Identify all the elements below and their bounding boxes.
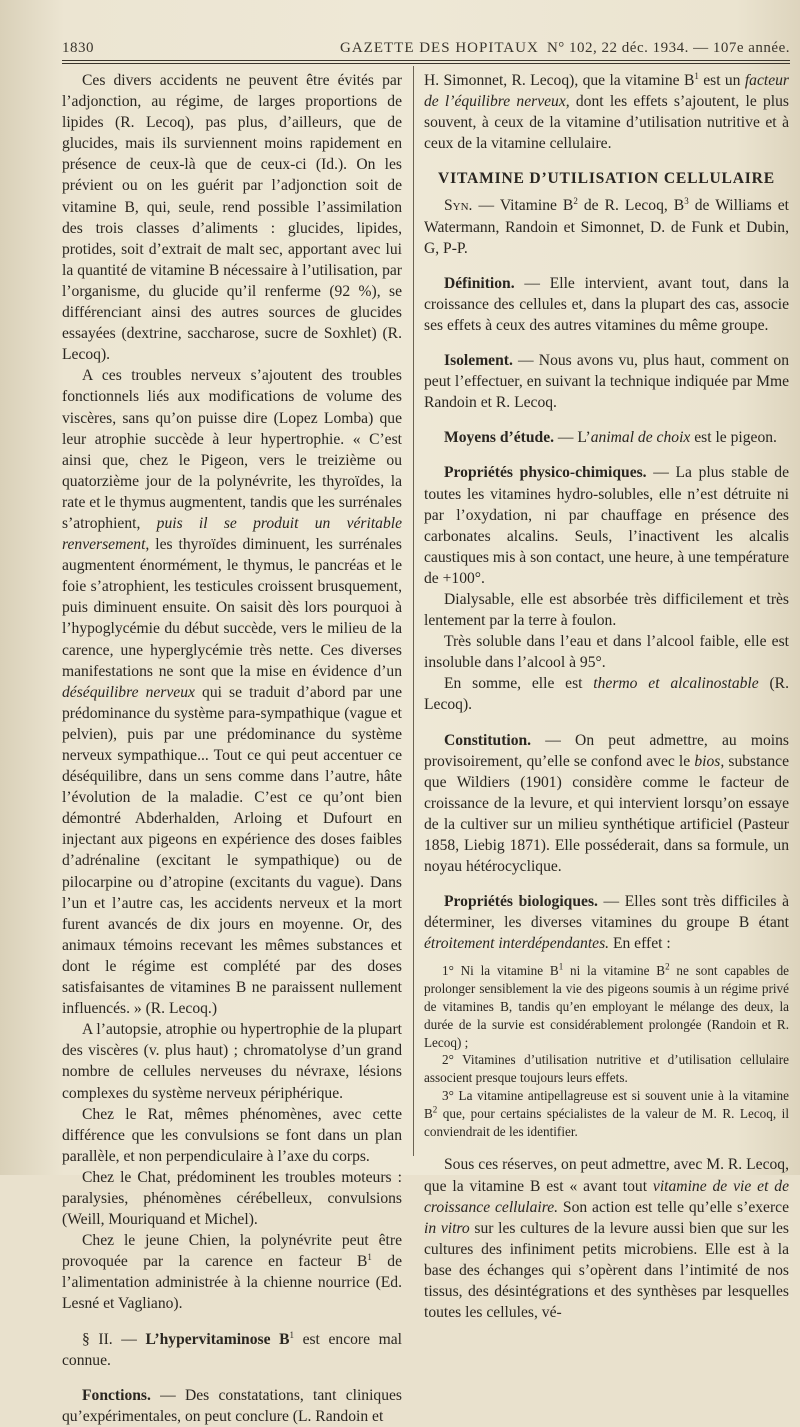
list-item: 2° Vitamines d’utilisation nutritive et d’utilisation cellulaire associent presque toujours leurs effets. [424, 1052, 789, 1086]
paragraph-proprietes-physico: Propriétés physico-chimiques. — La plus stable de toutes les vitamines hydro-solubles, elle n’est détruite ni par l’oxydation, ni par chauffage en présence des carbonates alcalins. Seuls, l’inactivent les alcalis caustiques mis à son contact, une heure, à une température de +100°. [424, 464, 790, 587]
paragraph: Sous ces réserves, on peut admettre, avec M. R. Lecoq, que la vitamine B est « avant tout vitamine de vie et de croissance cellulaire. Son action est telle qu’elle s’exerce in vitro sur les cultures de la levure aussi bien que sur les cultures des infiniment petits microbiens. Elle est à la base des échanges qui s’opèrent dans l’intimité de nos tissus, des désintégrations et des synthèses par lesquelles toutes les cellules, vé- [424, 1156, 789, 1322]
paragraph-fonctions: Fonctions. — Des constatations, tant cliniques qu’expérimentales, on peut conclure (L. Randoin et [62, 1386, 402, 1425]
paragraph-constitution: Constitution. — On peut admettre, au moins provisoirement, qu’elle se confond avec le bios, substance que Wildiers (1901) considère comme le facteur de croissance de la levure, et qui intervient lorsqu’on essaye de la cultiver sur un milieu synthétique artificiel (Pasteur 1858, Liebig 1871). Elle posséderait, dans sa formule, un noyau hétérocyclique. [424, 731, 789, 876]
paragraph: Ces divers accidents ne peuvent être évités par l’adjonction, au régime, de larges proportions de lipides (R. Lecoq), pas plus, d’ailleurs, que de glucides, mais ils surviennent moins rapidement en présence de ceux-là que de ceux-ci (Id.). On les prévient ou on les guérit par l’adjonction soit de vitamine B, qui, seule, rend possible l’assimilation des trois classes d’aliments : glucides, lipides, protides, soit d’extrait de malt sec, apportant avec lui la quantité de vitamine B nécessaire à l’utilisation, par l’organisme, du glucide qu’il renferme (92 %), se différenciant ainsi des autres sources de glucides essayées (dextrine, saccharose, sucre de Soxhlet) (R. Lecoq). [62, 72, 402, 364]
paragraph: A ces troubles nerveux s’ajoutent des troubles fonctionnels liés aux modifications de volume des viscères, sans qu’on puisse dire (Lopez Lomba) que leur atrophie succède à leur hypertrophie. « C’est ainsi que, chez le Pigeon, vers le treizième ou quatorzième jour de la polynévrite, les thyroïdes, la rate et le thymus augmentent, tandis que les surrénales s’atrophient, puis il se produit un véritable renversement, les thyroïdes diminuent, les surrénales augmentent énormément, le thymus, le pancréas et le foie s’atrophient, les testicules croissent brusquement, puis diminuent ensuite. On saisit dès lors pourquoi à l’hypoglycémie du début succède, vers le milieu de la carence, une hyperglycémie très nette. Ces diverses manifestations ne sont que la mise en évidence d’un déséquilibre nerveux qui se traduit d’abord par une prédominance du système para-sympathique (vague et pelvien), puis par une prédominance du système nerveux sympathique... Tout ce qui peut accentuer ce déséquilibre, dans un sens comme dans l’autre, hâte l’évolution de la maladie. C’est ce qu’ont bien démontré Abderhalden, Arloing et Dufourt en injectant aux pigeons en expérience des doses faibles d’adrénaline (excitant le sympathique) ou de pilocarpine ou d’atropine (excitants du vague). Dans l’un et l’autre cas, les accidents nerveux et la mort furent avancés de dix jours en moyenne. Or, des animaux témoins recevant les mêmes substances et dont le régime est complété par des doses satisfaisantes de vitamines B ne paraissent nullement influencés. » (R. Lecoq.) [62, 367, 402, 1018]
numbered-list [424, 962, 789, 1140]
paragraph: En somme, elle est thermo et alcalinostable (R. Lecoq). [424, 675, 789, 714]
paragraph: H. Simonnet, R. Lecoq), que la vitamine $B^1$ est un facteur de l’équilibre nerveux, dont les effets s’ajoutent, le plus souvent, à ceux de la vitamine d’utilisation nutritive et à ceux de la vitamine cellulaire. [424, 70, 789, 153]
paragraph: Chez le Rat, mêmes phénomènes, avec cette différence que les convulsions se font dans un plan parallèle, et non perpendiculaire à l’axe du corps. [62, 1105, 402, 1165]
paragraph-isolement: Isolement. — Nous avons vu, plus haut, comment on peut l’effectuer, en suivant la technique indiquée par Mme Randoin et R. Lecoq. [424, 352, 789, 412]
paragraph-definition: Définition. — Elle intervient, avant tout, dans la croissance des cellules et, dans la plupart des cas, associe ses effets à ceux des autres vitamines du même groupe. [424, 274, 789, 334]
running-header [62, 34, 790, 58]
header-rule-top [62, 60, 790, 61]
left-column [62, 70, 402, 1427]
paragraph-proprietes-biologiques: Propriétés biologiques. — Elles sont très difficiles à déterminer, les diverses vitamines du groupe B étant étroitement interdépendantes. En effet : [424, 893, 789, 953]
journal-title: GAZETTE DES HOPITAUX [340, 40, 539, 56]
list-item: 1° Ni la vitamine $B^1$ ni la vitamine $B^2$ ne sont capables de prolonger sensiblement la vie des pigeons soumis à un régime privé de vitamines B, tandis qu’en employant le mélange des deux, la durée de la survie est considérablement prolongée (Randoin et R. Lecoq) ; [424, 962, 790, 1050]
paragraph-syn: Syn. — Vitamine $B^2$ de R. Lecoq, $B^3$ de Williams et Watermann, Randoin et Simonnet, D. de Funk et Dubin, G, P-P. [424, 196, 790, 257]
paragraph: A l’autopsie, atrophie ou hypertrophie de la plupart des viscères (v. plus haut) ; chromatolyse d’un grand nombre de cellules nerveuses du névraxe, lésions complexes du système nerveux périphérique. [62, 1021, 402, 1102]
paragraph: Dialysable, elle est absorbée très difficilement et très lentement par la terre à foulon. [424, 590, 789, 630]
column-separator [413, 66, 414, 1156]
page-number: 1830 [62, 40, 94, 56]
header-rule-bottom [62, 63, 790, 64]
issue-info: N° 102, 22 déc. 1934. — 107e année. [546, 40, 790, 56]
paragraph: Chez le jeune Chien, la polynévrite peut être provoquée par la carence en facteur $B^1$ de l’alimentation administrée à la chienne nourrice (Ed. Lesné et Vagliano). [62, 1232, 402, 1313]
right-column [424, 70, 789, 1323]
list-item: 3° La vitamine antipellagreuse est si souvent unie à la vitamine $B^2$ que, pour certains spécialistes de la valeur de M. R. Lecoq, il conviendrait de les identifier. [424, 1088, 789, 1139]
paragraph: Chez le Chat, prédominent les troubles moteurs : paralysies, phénomènes cérébelleux, convulsions (Weill, Mouriquand et Michel). [62, 1168, 402, 1229]
paragraph: Très soluble dans l’eau et dans l’alcool faible, elle est insoluble dans l’alcool à 95°. [424, 633, 789, 672]
section-title: VITAMINE D’UTILISATION CELLULAIRE [438, 170, 775, 188]
section-heading-hypervitaminose: § II. — L’hypervitaminose $B^1$ est encore mal connue. [62, 1329, 402, 1369]
paragraph-moyens: Moyens d’étude. — L’animal de choix est le pigeon. [444, 429, 777, 447]
